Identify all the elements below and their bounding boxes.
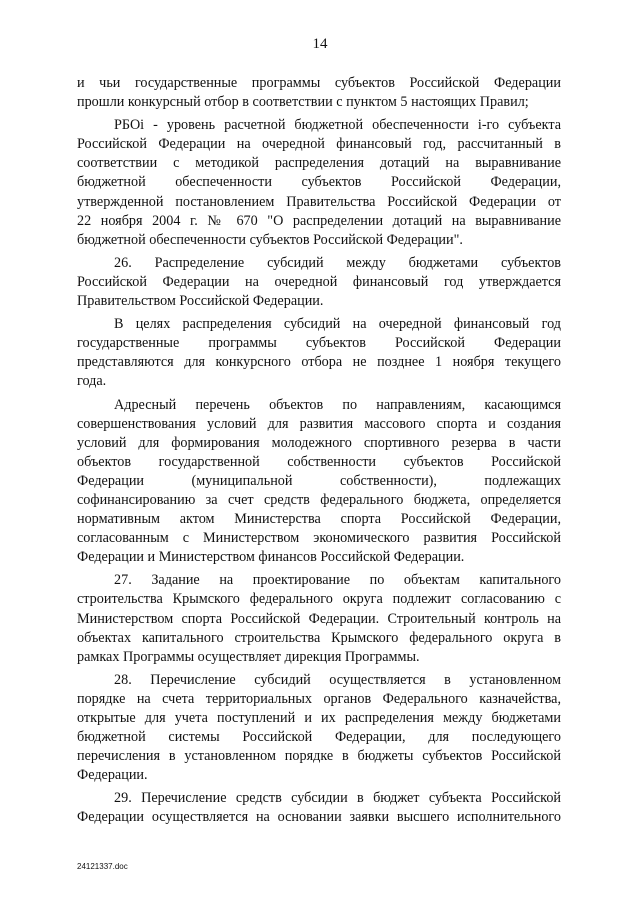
text-line: Федерации. — [77, 767, 148, 784]
page-number: 14 — [312, 36, 328, 52]
text-line: строительства Крымского федерального округа подлежит согласованию с — [77, 591, 561, 608]
text-line: перечисления в установленном порядке в бюджеты субъектов Российской — [77, 748, 561, 765]
text-line: условий для формирования молодежного спортивного резерва в части — [77, 434, 561, 451]
text-line: бюджетной обеспеченности субъектов Российской Федерации, — [77, 174, 561, 191]
text-line: 29. Перечисление средств субсидии в бюджет субъекта Российской — [114, 790, 561, 807]
text-line: 26. Распределение субсидий между бюджетами субъектов — [114, 254, 561, 271]
text-line: и чьи государственные программы субъектов Российской Федерации — [77, 75, 561, 91]
text-line: Российской Федерации на очередной финансовый год, рассчитанный в — [77, 136, 561, 153]
body-text — [77, 74, 561, 828]
text-line: Федерации и Министерством финансов Российской Федерации. — [77, 549, 465, 566]
text-line: 27. Задание на проектирование по объектам капитального — [114, 572, 561, 589]
text-line: согласованным с Министерством экономического развития Российской — [77, 530, 561, 547]
text-line: рамках Программы осуществляет дирекция Программы. — [77, 648, 420, 665]
text-line: нормативным актом Министерства спорта Российской Федерации, — [77, 511, 561, 528]
text-line: объектах капитального строительства Крымского федерального округа в — [77, 629, 561, 646]
text-line: порядке на счета территориальных органов Федерального казначейства, — [77, 690, 561, 707]
text-line: бюджетной обеспеченности субъектов Российской Федерации". — [77, 231, 463, 248]
text-line: прошли конкурсный отбор в соответствии с пунктом 5 настоящих Правил; — [77, 94, 529, 111]
text-line: Министерством спорта Российской Федерации. Строительный контроль на — [77, 610, 561, 627]
text-line: представляются для конкурсного отбора не позднее 1 ноября текущего — [77, 354, 561, 371]
text-line: Федерации (муниципальной собственности), подлежащих — [77, 472, 561, 489]
text-line: 22 ноября 2004 г. № 670 "О распределении дотаций на выравнивание — [77, 212, 561, 229]
text-line: года. — [77, 373, 107, 390]
text-line: Адресный перечень объектов по направлениям, касающимся — [114, 396, 561, 413]
text-line: совершенствования условий для развития массового спорта и создания — [77, 415, 561, 432]
footer-filename: 24121337.doc — [77, 862, 128, 871]
text-line: открытые для учета поступлений и их распределения между бюджетами — [77, 710, 561, 726]
text-line: РБОi - уровень расчетной бюджетной обеспеченности i-го субъекта — [114, 117, 561, 134]
text-line: соответствии с методикой распределения дотаций на выравнивание — [77, 155, 561, 172]
text-line: 28. Перечисление субсидий осуществляется в установленном — [114, 671, 561, 688]
text-line: бюджетной системы Российской Федерации, для последующего — [77, 729, 561, 746]
text-line: софинансированию за счет средств федерального бюджета, определяется — [77, 491, 561, 508]
text-line: В целях распределения субсидий на очередной финансовый год — [114, 316, 561, 333]
text-line: государственные программы субъектов Российской Федерации — [77, 335, 561, 352]
text-line: Российской Федерации на очередной финансовый год утверждается — [77, 273, 561, 290]
text-line: утвержденной постановлением Правительства Российской Федерации от — [77, 193, 561, 210]
text-line: объектов государственной собственности субъектов Российской — [77, 453, 561, 470]
text-line: Федерации осуществляется на основании заявки высшего исполнительного — [77, 809, 561, 826]
text-line: Правительством Российской Федерации. — [77, 293, 324, 310]
